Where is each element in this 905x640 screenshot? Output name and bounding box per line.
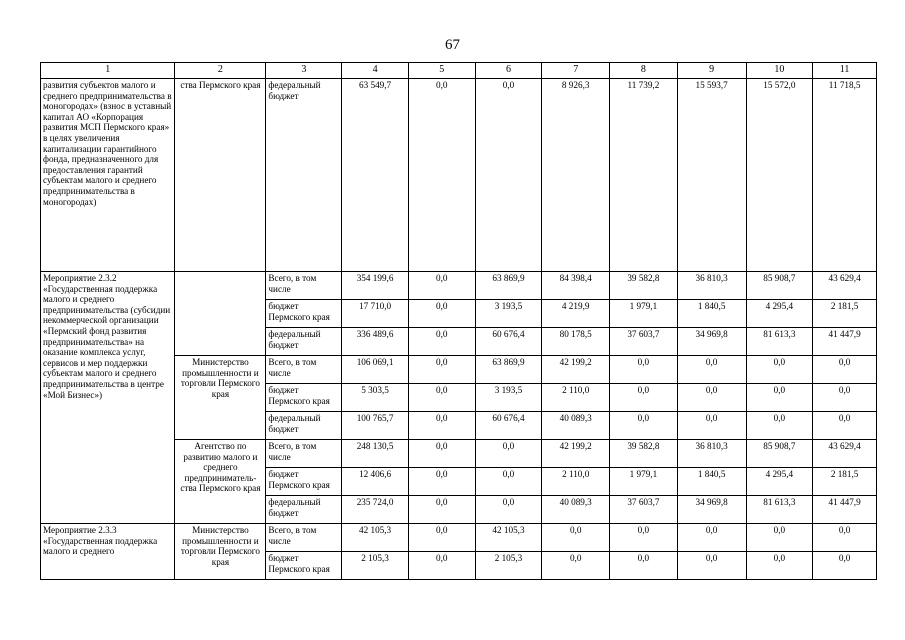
value-cell: 4 295,4 (746, 300, 813, 328)
value-cell: 37 603,7 (610, 496, 678, 524)
value-cell: 0,0 (408, 552, 475, 580)
value-cell: 11 739,2 (610, 79, 678, 272)
value-cell: 0,0 (475, 440, 542, 468)
value-cell: 4 295,4 (746, 468, 813, 496)
value-cell: 2 110,0 (542, 384, 610, 412)
value-cell: 0,0 (677, 412, 746, 440)
table-row (41, 272, 877, 300)
value-cell: 39 582,8 (610, 440, 678, 468)
budget-table (40, 62, 877, 580)
value-cell: 34 969,8 (677, 328, 746, 356)
value-cell: 0,0 (746, 356, 813, 384)
value-cell: 36 810,3 (677, 272, 746, 300)
value-cell: 106 069,1 (342, 356, 409, 384)
value-cell: 39 582,8 (610, 272, 678, 300)
value-cell: 81 613,3 (746, 328, 813, 356)
funding-source-cell: бюджет Пермского края (266, 552, 342, 580)
value-cell: 100 765,7 (342, 412, 409, 440)
table-body (41, 63, 877, 580)
value-cell: 85 908,7 (746, 440, 813, 468)
column-header: 3 (266, 63, 342, 79)
value-cell: 0,0 (610, 524, 678, 552)
funding-source-cell: бюджет Пермского края (266, 300, 342, 328)
value-cell: 11 718,5 (813, 79, 877, 272)
measure-name-cell: развития субъектов малого и среднего предпринимательства в моногородах» (взнос в уставный капитал АО «Корпорация развития МСП Пермского края» в целях увеличения капитализации гарантийного фонда, предназначенного для предоставления гарантий субъектам малого и среднего предпринимательства в моногородах) (41, 79, 175, 272)
value-cell: 63 549,7 (342, 79, 409, 272)
column-header: 11 (813, 63, 877, 79)
value-cell: 2 105,3 (342, 552, 409, 580)
value-cell: 0,0 (813, 384, 877, 412)
column-header: 1 (41, 63, 175, 79)
funding-source-cell: федеральный бюджет (266, 412, 342, 440)
value-cell: 12 406,6 (342, 468, 409, 496)
value-cell: 0,0 (542, 552, 610, 580)
page-number: 67 (445, 37, 460, 53)
value-cell: 0,0 (746, 552, 813, 580)
value-cell: 1 979,1 (610, 300, 678, 328)
value-cell: 2 110,0 (542, 468, 610, 496)
value-cell: 80 178,5 (542, 328, 610, 356)
column-header: 4 (342, 63, 409, 79)
column-header: 10 (746, 63, 813, 79)
value-cell: 17 710,0 (342, 300, 409, 328)
value-cell: 0,0 (408, 412, 475, 440)
value-cell: 0,0 (677, 384, 746, 412)
value-cell: 60 676,4 (475, 328, 542, 356)
value-cell: 3 193,5 (475, 300, 542, 328)
value-cell: 0,0 (542, 524, 610, 552)
value-cell: 42 105,3 (475, 524, 542, 552)
value-cell: 15 593,7 (677, 79, 746, 272)
column-header: 9 (677, 63, 746, 79)
value-cell: 0,0 (746, 384, 813, 412)
value-cell: 1 840,5 (677, 300, 746, 328)
value-cell: 34 969,8 (677, 496, 746, 524)
value-cell: 0,0 (408, 356, 475, 384)
value-cell: 5 303,5 (342, 384, 409, 412)
value-cell: 63 869,9 (475, 272, 542, 300)
value-cell: 235 724,0 (342, 496, 409, 524)
value-cell: 60 676,4 (475, 412, 542, 440)
value-cell: 0,0 (408, 524, 475, 552)
funding-source-cell: Всего, в том числе (266, 272, 342, 300)
value-cell: 0,0 (408, 300, 475, 328)
value-cell: 0,0 (610, 552, 678, 580)
funding-source-cell: бюджет Пермского края (266, 384, 342, 412)
funding-source-cell: Всего, в том числе (266, 524, 342, 552)
value-cell: 40 089,3 (542, 496, 610, 524)
value-cell: 0,0 (408, 440, 475, 468)
value-cell: 37 603,7 (610, 328, 678, 356)
value-cell: 85 908,7 (746, 272, 813, 300)
value-cell: 40 089,3 (542, 412, 610, 440)
column-header: 7 (542, 63, 610, 79)
value-cell: 0,0 (408, 384, 475, 412)
value-cell: 41 447,9 (813, 328, 877, 356)
value-cell: 15 572,0 (746, 79, 813, 272)
value-cell: 0,0 (408, 272, 475, 300)
value-cell: 0,0 (813, 356, 877, 384)
value-cell: 0,0 (610, 384, 678, 412)
value-cell: 0,0 (610, 356, 678, 384)
funding-source-cell: федеральный бюджет (266, 328, 342, 356)
value-cell: 42 105,3 (342, 524, 409, 552)
value-cell: 42 199,2 (542, 356, 610, 384)
value-cell: 81 613,3 (746, 496, 813, 524)
value-cell: 0,0 (677, 524, 746, 552)
value-cell: 0,0 (475, 496, 542, 524)
responsible-org-cell: Агентство по развитию малого и среднего предприниматель-ства Пермского края (175, 440, 266, 524)
column-header: 8 (610, 63, 678, 79)
value-cell: 42 199,2 (542, 440, 610, 468)
measure-name-cell: Мероприятие 2.3.2 «Государственная поддержка малого и среднего предпринимательства (субсидии некоммерческой организации «Пермский фонд развития предпринимательства» на оказание комплекса услуг, сервисов и мер поддержки субъектам малого и среднего предпринимательства в центре «Мой Бизнес») (41, 272, 175, 524)
value-cell: 43 629,4 (813, 272, 877, 300)
value-cell: 84 398,4 (542, 272, 610, 300)
value-cell: 0,0 (408, 496, 475, 524)
value-cell: 36 810,3 (677, 440, 746, 468)
value-cell: 336 489,6 (342, 328, 409, 356)
responsible-org-cell: Министерство промышленности и торговли Пермского края (175, 356, 266, 440)
value-cell: 0,0 (746, 524, 813, 552)
measure-name-cell: Мероприятие 2.3.3 «Государственная поддержка малого и среднего (41, 524, 175, 580)
value-cell: 0,0 (813, 524, 877, 552)
value-cell: 3 193,5 (475, 384, 542, 412)
value-cell: 0,0 (408, 79, 475, 272)
value-cell: 2 181,5 (813, 300, 877, 328)
value-cell: 0,0 (408, 468, 475, 496)
funding-source-cell: Всего, в том числе (266, 440, 342, 468)
value-cell: 2 181,5 (813, 468, 877, 496)
value-cell: 41 447,9 (813, 496, 877, 524)
table-row (41, 524, 877, 552)
column-header: 6 (475, 63, 542, 79)
value-cell: 0,0 (813, 412, 877, 440)
value-cell: 63 869,9 (475, 356, 542, 384)
value-cell: 0,0 (475, 468, 542, 496)
responsible-org-cell: Министерство промышленности и торговли Пермского края (175, 524, 266, 580)
value-cell: 248 130,5 (342, 440, 409, 468)
value-cell: 1 979,1 (610, 468, 678, 496)
value-cell: 0,0 (813, 552, 877, 580)
value-cell: 1 840,5 (677, 468, 746, 496)
value-cell: 354 199,6 (342, 272, 409, 300)
table-row (41, 79, 877, 272)
value-cell: 2 105,3 (475, 552, 542, 580)
responsible-org-cell: ства Пермского края (175, 79, 266, 272)
value-cell: 0,0 (475, 79, 542, 272)
funding-source-cell: бюджет Пермского края (266, 468, 342, 496)
responsible-org-cell (175, 272, 266, 356)
value-cell: 0,0 (610, 412, 678, 440)
value-cell: 8 926,3 (542, 79, 610, 272)
column-header: 2 (175, 63, 266, 79)
funding-source-cell: федеральный бюджет (266, 79, 342, 272)
funding-source-cell: федеральный бюджет (266, 496, 342, 524)
header-row (41, 63, 877, 79)
value-cell: 43 629,4 (813, 440, 877, 468)
funding-source-cell: Всего, в том числе (266, 356, 342, 384)
value-cell: 0,0 (746, 412, 813, 440)
value-cell: 4 219,9 (542, 300, 610, 328)
value-cell: 0,0 (408, 328, 475, 356)
column-header: 5 (408, 63, 475, 79)
value-cell: 0,0 (677, 552, 746, 580)
value-cell: 0,0 (677, 356, 746, 384)
